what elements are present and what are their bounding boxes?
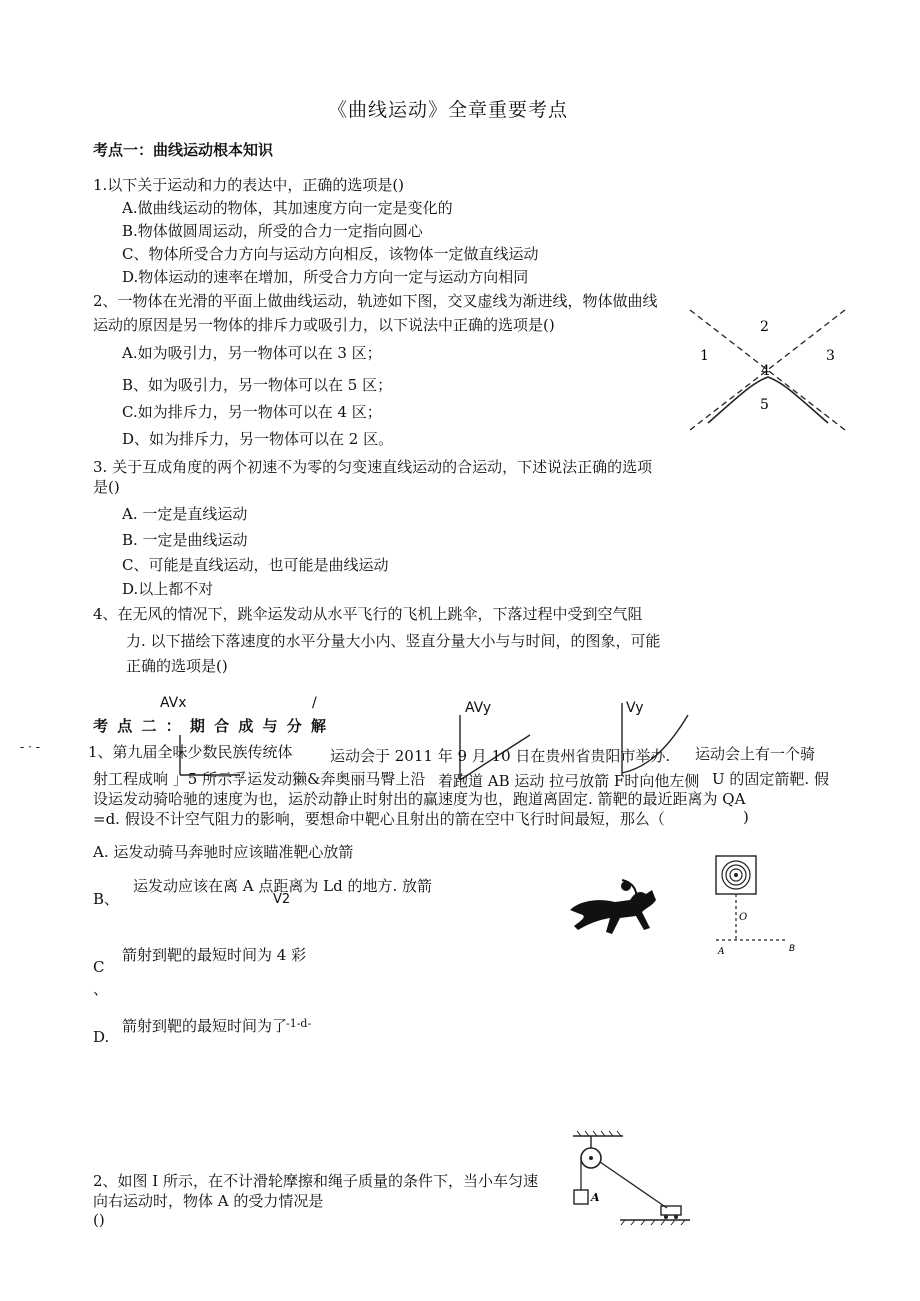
q3-option-a: A. 一定是直线运动	[122, 505, 248, 523]
s2-q1-option-c-text: 箭射到靶的最短时间为 4 彩	[122, 946, 307, 964]
q1-option-c: C、物体所受合力方向与运动方向相反，该物体一定做直线运动	[122, 245, 539, 263]
s2-q1-option-b-text: 运发动应该在离 A 点距离为 Ld 的地方. 放箭	[133, 877, 433, 895]
s2-q1-line4-close: )	[743, 808, 749, 826]
cart-wheel-right	[674, 1215, 678, 1219]
q1-stem: 1.以下关于运动和力的表达中，正确的选项是()	[93, 176, 405, 194]
scan-artifact-dots: - · -	[20, 740, 41, 754]
q3-stem-line2: 是()	[93, 478, 120, 496]
q3-option-d: D.以上都不对	[122, 580, 214, 598]
s2-q1-option-d-label: D.	[93, 1028, 110, 1046]
s2-q1-line1-part1: 1、第九届全味少数民族传统体	[88, 743, 293, 761]
cart-wheel-left	[664, 1215, 668, 1219]
graph-a-slash: /	[312, 695, 317, 711]
q1-option-a: A.做曲线运动的物体，其加速度方向一定是变化的	[122, 199, 453, 217]
q2-option-c: C.如为排斥力，另一物体可以在 4 区；	[122, 403, 382, 421]
q4-stem-line3: 正确的选项是()	[126, 657, 228, 675]
q1-option-d: D.物体运动的速率在增加，所受合力方向一定与运动方向相同	[122, 268, 529, 286]
horse-rider-silhouette	[570, 890, 656, 934]
cart-body	[661, 1206, 681, 1215]
s2-q1-line2-part3: U 的固定箭靶. 假	[712, 770, 829, 788]
region-1-label: 1	[700, 348, 709, 364]
section-heading-2: 考 点 二 ： 期 合 成 与 分 解	[93, 717, 329, 735]
pulley-cart-figure	[565, 1130, 695, 1230]
point-b-label: B	[789, 944, 796, 954]
s2-q2-line1: 2、如图 I 所示，在不计滑轮摩擦和绳子质量的条件下，当小车匀速	[93, 1172, 539, 1190]
target-bullseye	[734, 873, 738, 877]
s2-q1-option-d-text: 箭射到靶的最短时间为了	[122, 1017, 288, 1035]
asymptote-trajectory-figure	[680, 305, 855, 440]
s2-q1-line2-part2: 着跑道 AB 运动 拉弓放箭 F时向他左侧	[438, 772, 700, 790]
q1-option-b: B.物体做圆周运动，所受的合力一定指向圆心	[122, 222, 423, 240]
s2-q1-option-a: A. 运发动骑马奔驰时应该瞄准靶心放箭	[93, 843, 354, 861]
region-4-label: 4	[761, 363, 770, 379]
section-heading-1: 考点一：曲线运动根本知识	[93, 141, 274, 159]
q4-stem-line2: 力. 以下描绘下落速度的水平分量大小内、竖直分量大小与与时间，的图象，可能	[126, 632, 661, 650]
s2-q2-line3: ()	[93, 1211, 105, 1229]
s2-q1-option-b-label: B、	[93, 890, 120, 908]
region-2-label: 2	[760, 319, 769, 335]
s2-q1-line2-part1: 射工程成响 」5 所示孚运发动獭&奔奥丽马臀上沿	[93, 770, 426, 788]
pulley-axle	[589, 1156, 593, 1160]
graph-c-axis-label: Vy	[626, 700, 644, 716]
q4-stem-line1: 4、在无风的情况下，跳伞运发动从水平飞行的飞机上跳伞，下落过程中受到空气阻	[93, 605, 643, 623]
block-a	[574, 1190, 588, 1204]
region-3-label: 3	[826, 348, 835, 364]
page-title: 《曲线运动》全章重要考点	[328, 99, 569, 121]
rope-to-cart	[600, 1162, 667, 1208]
s2-q1-line1-part3: 运动会上有一个骑	[695, 745, 816, 763]
graph-b-axis-label: AVy	[465, 700, 492, 716]
point-a-label: A	[718, 947, 725, 957]
block-a-label: A	[591, 1191, 600, 1204]
s2-q1-line3: 设运发动骑哈驰的速度为也，运於动静止时射出的赢速度为也，跑道离固定. 箭靶的最近距离为 QA	[93, 790, 746, 808]
s2-q1-line1-part2: 运动会于 2011 年 9 月 10 日在贵州省贵阳市举办.	[330, 747, 671, 765]
s2-q1-option-d-formula: -1-d-	[286, 1017, 312, 1030]
rider-head	[621, 881, 631, 891]
region-5-label: 5	[760, 397, 769, 413]
s2-q1-option-b-subscript: V2	[273, 892, 291, 907]
q2-option-b: B、如为吸引力，另一物体可以在 5 区；	[122, 376, 393, 394]
q2-option-d: D、如为排斥力，另一物体可以在 2 区。	[122, 430, 394, 448]
q3-option-b: B. 一定是曲线运动	[122, 531, 248, 549]
s2-q2-line2: 向右运动时，物体 A 的受力情况是	[93, 1192, 324, 1210]
point-o-label: O	[739, 912, 748, 923]
q2-stem-line1: 2、一物体在光滑的平面上做曲线运动，轨迹如下图，交叉虚线为渐进线，物体做曲线	[93, 292, 658, 310]
target-diagram	[712, 852, 812, 957]
q2-option-a: A.如为吸引力，另一物体可以在 3 区；	[122, 344, 382, 362]
s2-q1-line4: =d. 假设不计空气阻力的影响，要想命中靶心且射出的箭在空中飞行时间最短，那么（	[93, 810, 665, 828]
q2-stem-line2: 运动的原因是另一物体的排斥力或吸引力，以下说法中正确的选项是()	[93, 316, 555, 334]
q3-option-c: C、可能是直线运动，也可能是曲线运动	[122, 556, 389, 574]
graph-a-axis-label: AVx	[160, 695, 187, 711]
s2-q1-option-c-mark: 、	[93, 980, 109, 998]
s2-q1-option-c-label: C	[93, 958, 105, 976]
q3-stem-line1: 3. 关于互成角度的两个初速不为零的匀变速直线运动的合运动，下述说法正确的选项	[93, 458, 653, 476]
